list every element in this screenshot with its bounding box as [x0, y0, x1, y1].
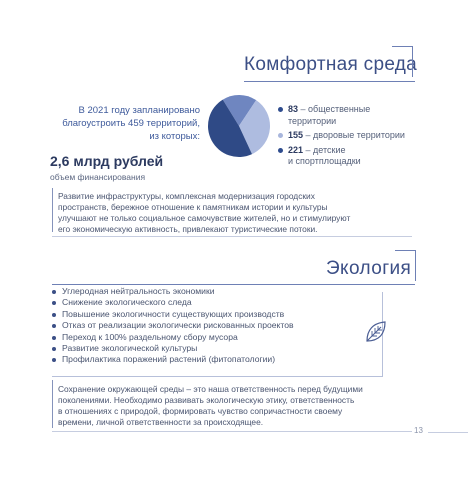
title-underline — [244, 81, 415, 82]
legend-item-playgrounds — [278, 145, 428, 168]
planned-territories-text — [40, 104, 200, 143]
paragraph-divider — [52, 236, 412, 237]
legend-dot — [278, 107, 283, 112]
legend-value: 221 — [288, 144, 304, 155]
ecology-priorities-list — [52, 286, 382, 366]
paragraph-line: пространств, бережное отношение к памятникам истории и культуры — [58, 202, 328, 212]
paragraph-line: поколениями. Необходимо развивать экологическую этику, ответственность — [58, 395, 355, 405]
paragraph-line: улучшают не только социальное самочувствие жителей, но и стимулируют — [58, 213, 351, 223]
planned-line: из которых: — [149, 131, 200, 142]
legend-text: – детские — [305, 144, 346, 155]
paragraph-accent-bar — [52, 380, 53, 428]
legend-text: – общественные — [300, 104, 371, 114]
paragraph-line: Развитие инфраструктуры, комплексная модернизация городских — [58, 191, 315, 201]
funding-amount: 2,6 млрд рублей — [50, 153, 164, 169]
list-item: Развитие экологической культуры — [52, 343, 382, 354]
legend-dot — [278, 133, 283, 138]
list-item: Углеродная нейтральность экономики — [52, 286, 382, 297]
list-item: Повышение экологичности существующих производств — [52, 309, 382, 320]
ecology-section-title: Экология — [326, 258, 412, 279]
legend-text: – дворовые территории — [305, 130, 405, 140]
legend-text: и спортплощадки — [288, 156, 361, 166]
paragraph-line: его экономическую активность, привлекают туристические потоки. — [58, 224, 318, 234]
legend-dot — [278, 148, 283, 153]
page-number-rule — [428, 432, 468, 433]
page-number: 13 — [414, 426, 423, 435]
legend-value: 83 — [288, 104, 299, 114]
list-item: Профилактика поражений растений (фитопатологии) — [52, 354, 382, 365]
paragraph-accent-bar — [52, 188, 53, 232]
legend-item-public — [278, 104, 428, 127]
list-item: Переход к 100% раздельному сбору мусора — [52, 332, 382, 343]
legend-value: 155 — [288, 130, 304, 140]
title-bracket-decoration — [395, 250, 416, 281]
title-underline — [52, 284, 415, 285]
funding-amount-label: объем финансирования — [50, 172, 146, 182]
paragraph-line: времени, личной ответственности за происходящее. — [58, 417, 264, 427]
territories-legend — [278, 104, 428, 171]
paragraph-line: в отношениях с природой, формировать чувство сопричастности своему — [58, 406, 343, 416]
planned-line: благоустроить 459 территорий, — [62, 118, 200, 129]
leaf-icon — [362, 318, 390, 346]
legend-item-yards — [278, 130, 428, 142]
legend-text: территории — [288, 115, 337, 126]
ecology-paragraph — [58, 384, 408, 428]
paragraph-divider — [52, 431, 412, 432]
paragraph-line: Сохранение окружающей среды – это наша ответственность перед будущими — [58, 384, 363, 394]
comfort-section-title: Комфортная среда — [244, 54, 418, 75]
planned-line: В 2021 году запланировано — [78, 105, 200, 116]
list-item: Снижение экологического следа — [52, 297, 382, 308]
list-item: Отказ от реализации экологически рискованных проектов — [52, 320, 382, 331]
comfort-paragraph — [58, 191, 408, 235]
title-bracket-decoration — [392, 46, 413, 77]
territories-pie-chart — [207, 94, 271, 158]
